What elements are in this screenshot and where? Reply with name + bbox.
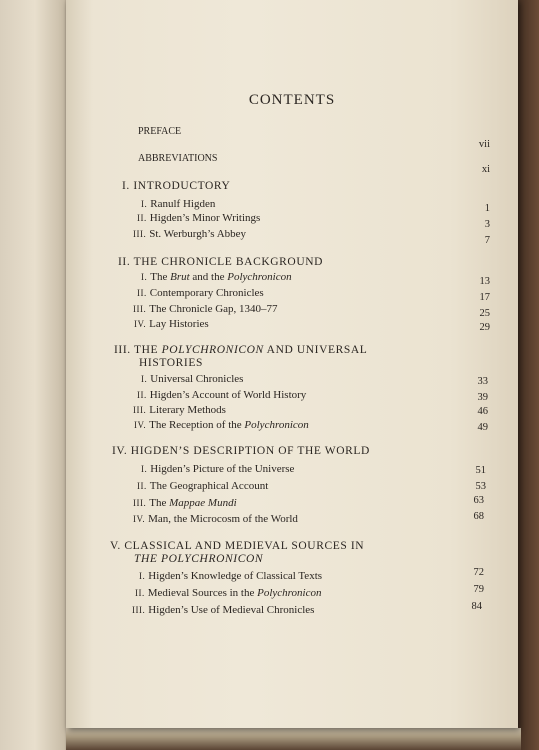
item-page: 39 <box>477 392 488 403</box>
book-page <box>66 0 518 728</box>
preface-entry: PREFACE <box>138 126 182 137</box>
item-page: 84 <box>471 601 482 612</box>
list-item: III. The Chronicle Gap, 1340–77 <box>133 303 278 315</box>
item-page: 17 <box>479 292 490 303</box>
item-page: 25 <box>479 308 490 319</box>
list-item: II. Higden’s Minor Writings <box>137 212 261 224</box>
list-item: II. Contemporary Chronicles <box>137 287 264 299</box>
list-item: II. Higden’s Account of World History <box>137 389 307 401</box>
item-page: 7 <box>484 235 490 246</box>
chapter-1-title: I. INTRODUCTORY <box>122 180 231 192</box>
list-item: IV. Man, the Microcosm of the World <box>133 513 298 525</box>
preface-page: vii <box>478 139 490 150</box>
abbreviations-entry: ABBREVIATIONS <box>138 153 218 164</box>
item-page: 79 <box>473 584 484 595</box>
abbreviations-page: xi <box>481 164 490 175</box>
list-item: I. Ranulf Higden <box>141 198 216 210</box>
list-item: I. Higden’s Picture of the Universe <box>141 463 295 475</box>
facing-page-edge <box>0 0 70 750</box>
chapter-3-title: III. THE POLYCHRONICON AND UNIVERSAL <box>114 344 368 356</box>
list-item: IV. Lay Histories <box>134 318 209 330</box>
item-page: 3 <box>484 219 490 230</box>
chapter-2-title: II. THE CHRONICLE BACKGROUND <box>118 256 324 268</box>
list-item: I. The Brut and the Polychronicon <box>141 271 292 283</box>
list-item: II. The Geographical Account <box>137 480 269 492</box>
page-bottom-edge <box>66 728 521 750</box>
chapter-3-title-line2: HISTORIES <box>139 357 203 369</box>
chapter-5-title-line2: THE POLYCHRONICON <box>134 553 264 565</box>
item-page: 72 <box>473 567 484 578</box>
item-page: 29 <box>479 322 490 333</box>
item-page: 53 <box>475 481 486 492</box>
item-page: 49 <box>477 422 488 433</box>
item-page: 13 <box>479 276 490 287</box>
list-item: I. Higden’s Knowledge of Classical Texts <box>139 570 323 582</box>
list-item: III. Higden’s Use of Medieval Chronicles <box>132 604 315 616</box>
item-page: 51 <box>475 465 486 476</box>
chapter-4-title: IV. HIGDEN’S DESCRIPTION OF THE WORLD <box>112 445 370 457</box>
item-page: 63 <box>473 495 484 506</box>
item-page: 46 <box>477 406 488 417</box>
list-item: IV. The Reception of the Polychronicon <box>134 419 309 431</box>
list-item: III. The Mappae Mundi <box>133 497 237 509</box>
item-page: 68 <box>473 511 484 522</box>
list-item: III. Literary Methods <box>133 404 226 416</box>
item-page: 1 <box>484 203 490 214</box>
list-item: I. Universal Chronicles <box>141 373 244 385</box>
item-page: 33 <box>477 376 488 387</box>
chapter-5-title: V. CLASSICAL AND MEDIEVAL SOURCES IN <box>110 540 365 552</box>
list-item: II. Medieval Sources in the Polychronicon <box>135 587 322 599</box>
list-item: III. St. Werburgh’s Abbey <box>133 228 247 240</box>
page-title: CONTENTS <box>248 92 336 108</box>
